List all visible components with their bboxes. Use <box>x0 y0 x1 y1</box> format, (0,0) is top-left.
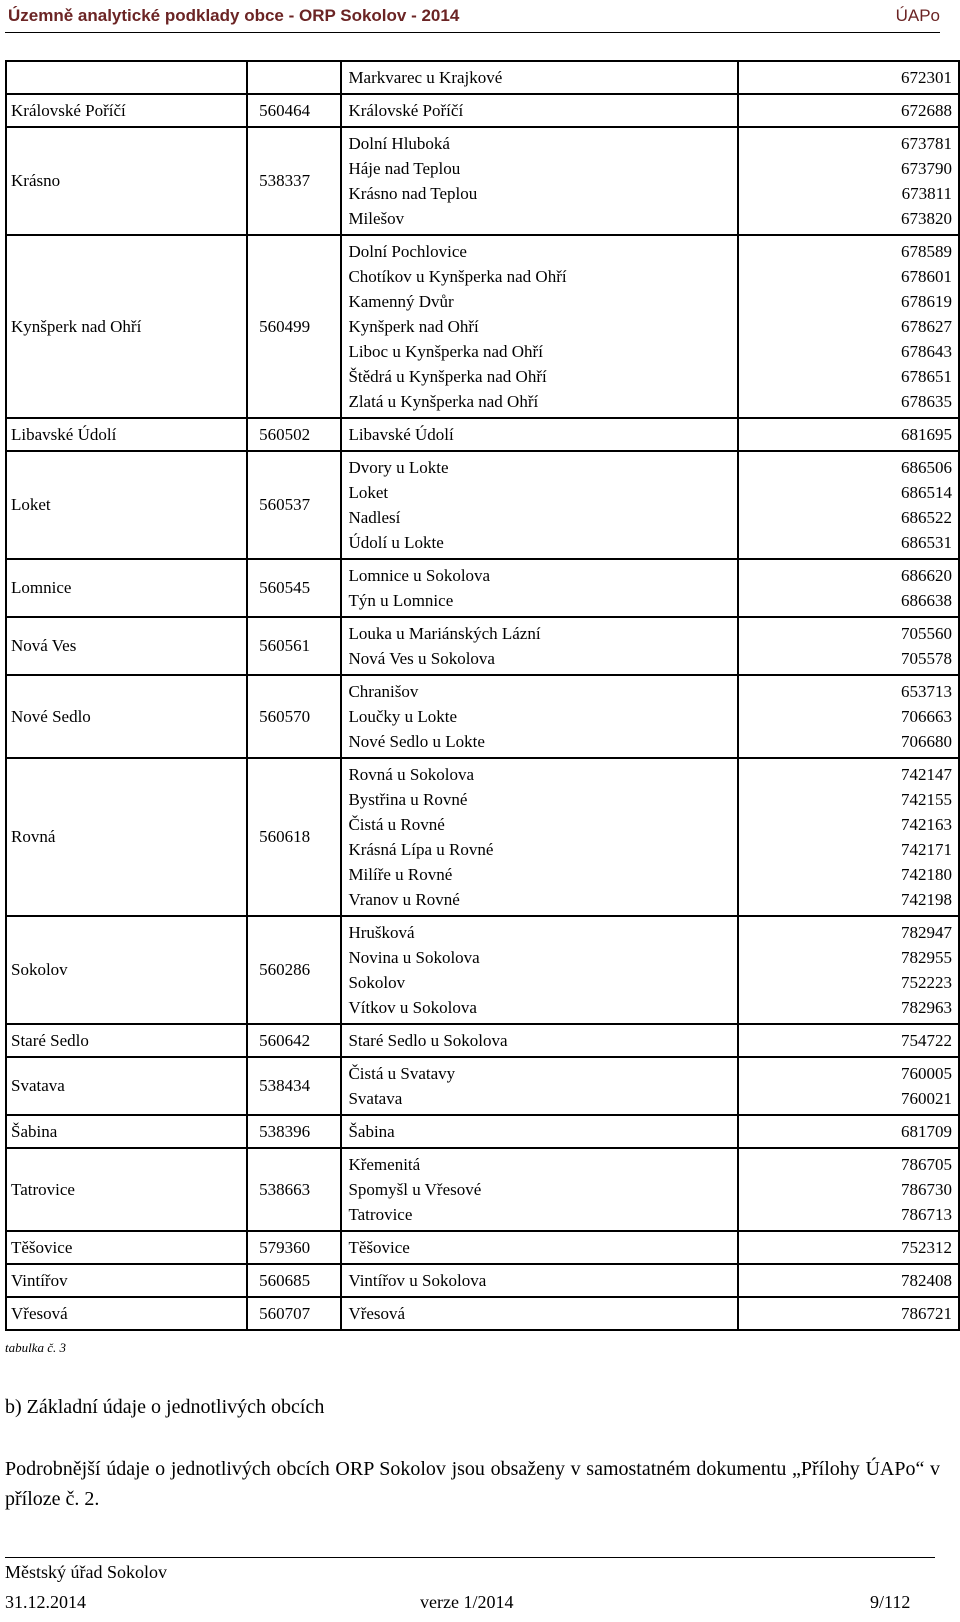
cadastral-area-name: Louka u Mariánských Lázní <box>348 624 541 643</box>
cadastral-area-names <box>341 1264 738 1297</box>
table-row <box>6 1115 959 1148</box>
municipality-code: 560685 <box>247 1264 341 1297</box>
municipality-code: 560561 <box>247 617 341 675</box>
cadastral-area-code: 782408 <box>901 1271 952 1290</box>
cadastral-area-codes <box>738 127 959 235</box>
cadastral-area-code: 752223 <box>901 973 952 992</box>
table-row <box>6 451 959 559</box>
cadastral-area-code: 678635 <box>901 392 952 411</box>
cadastral-area-codes <box>738 1264 959 1297</box>
table-row <box>6 94 959 127</box>
cadastral-area-name: Krásno nad Teplou <box>348 184 478 203</box>
footer-divider <box>5 1557 935 1558</box>
cadastral-area-codes <box>738 1057 959 1115</box>
cadastral-area-code: 786713 <box>901 1205 952 1224</box>
cadastral-area-name: Lomnice u Sokolova <box>348 566 491 585</box>
table-row <box>6 559 959 617</box>
cadastral-area-code: 678643 <box>901 342 952 361</box>
section-title: b) Základní údaje o jednotlivých obcích <box>5 1396 325 1418</box>
table-body <box>6 61 959 1330</box>
cadastral-area-code: 752312 <box>901 1238 952 1257</box>
cadastral-area-name: Nová Ves u Sokolova <box>348 649 495 668</box>
cadastral-area-name: Křemenitá <box>348 1155 421 1174</box>
cadastral-area-name: Těšovice <box>348 1238 410 1257</box>
cadastral-area-name: Hrušková <box>348 923 415 942</box>
cadastral-area-code: 760021 <box>901 1089 952 1108</box>
municipality-code: 560499 <box>247 235 341 418</box>
cadastral-area-names <box>341 61 738 94</box>
cadastral-area-name: Milešov <box>348 209 405 228</box>
cadastral-area-code: 678651 <box>901 367 952 386</box>
municipality-code <box>247 61 341 94</box>
cadastral-area-name: Vranov u Rovné <box>348 890 460 909</box>
municipality-name: Kynšperk nad Ohří <box>6 235 247 418</box>
cadastral-area-codes <box>738 1148 959 1231</box>
cadastral-area-code: 742198 <box>901 890 952 909</box>
cadastral-area-names <box>341 94 738 127</box>
cadastral-area-name: Sokolov <box>348 973 406 992</box>
table-row <box>6 61 959 94</box>
table-row <box>6 1057 959 1115</box>
cadastral-area-name: Novina u Sokolova <box>348 948 480 967</box>
cadastral-area-code: 681695 <box>901 425 952 444</box>
cadastral-area-name: Týn u Lomnice <box>348 591 454 610</box>
cadastral-area-code: 678589 <box>901 242 952 261</box>
cadastral-area-code: 653713 <box>901 682 952 701</box>
municipality-name: Svatava <box>6 1057 247 1115</box>
cadastral-area-code: 782947 <box>901 923 952 942</box>
cadastral-area-code: 678601 <box>901 267 952 286</box>
cadastral-area-codes <box>738 916 959 1024</box>
cadastral-area-name: Bystřina u Rovné <box>348 790 468 809</box>
cadastral-area-name: Spomyšl u Vřesové <box>348 1180 482 1199</box>
cadastral-area-codes <box>738 61 959 94</box>
cadastral-area-name: Dolní Pochlovice <box>348 242 467 261</box>
cadastral-area-code: 786730 <box>901 1180 952 1199</box>
cadastral-area-names <box>341 758 738 916</box>
cadastral-area-name: Liboc u Kynšperka nad Ohří <box>348 342 543 361</box>
table-row <box>6 418 959 451</box>
cadastral-area-name: Tatrovice <box>348 1205 413 1224</box>
section-paragraph: Podrobnější údaje o jednotlivých obcích ORP Sokolov jsou obsaženy v samostatném dokumentu „Přílohy ÚAPo“ v příloze č. 2. <box>5 1458 940 1510</box>
table-row <box>6 1148 959 1231</box>
municipality-name: Sokolov <box>6 916 247 1024</box>
cadastral-area-name: Kamenný Dvůr <box>348 292 454 311</box>
cadastral-area-codes <box>738 94 959 127</box>
cadastral-area-name: Markvarec u Krajkové <box>348 68 503 87</box>
cadastral-area-code: 742147 <box>901 765 952 784</box>
cadastral-area-codes <box>738 1115 959 1148</box>
cadastral-area-name: Čistá u Svatavy <box>348 1064 456 1083</box>
footer-version: verze 1/2014 <box>420 1592 514 1612</box>
cadastral-area-codes <box>738 617 959 675</box>
cadastral-area-code: 678619 <box>901 292 952 311</box>
cadastral-area-code: 782963 <box>901 998 952 1017</box>
cadastral-area-name: Loket <box>348 483 389 502</box>
cadastral-area-names <box>341 418 738 451</box>
table-row <box>6 1231 959 1264</box>
cadastral-area-names <box>341 617 738 675</box>
page-header <box>5 0 940 33</box>
municipality-code: 560618 <box>247 758 341 916</box>
footer-date: 31.12.2014 <box>5 1592 86 1612</box>
cadastral-area-code: 686522 <box>901 508 952 527</box>
cadastral-area-code: 754722 <box>901 1031 952 1050</box>
cadastral-area-code: 673790 <box>901 159 952 178</box>
cadastral-area-names <box>341 127 738 235</box>
cadastral-area-code: 760005 <box>901 1064 952 1083</box>
cadastral-area-name: Krásná Lípa u Rovné <box>348 840 494 859</box>
cadastral-area-name: Vřesová <box>348 1304 406 1323</box>
cadastral-area-name: Nadlesí <box>348 508 401 527</box>
cadastral-area-name: Čistá u Rovné <box>348 815 445 834</box>
cadastral-area-name: Kynšperk nad Ohří <box>348 317 479 336</box>
table-row <box>6 617 959 675</box>
cadastral-area-names <box>341 559 738 617</box>
cadastral-area-code: 678627 <box>901 317 952 336</box>
cadastral-area-code: 782955 <box>901 948 952 967</box>
cadastral-area-code: 686514 <box>901 483 952 502</box>
cadastral-area-code: 742155 <box>901 790 952 809</box>
cadastral-area-name: Štědrá u Kynšperka nad Ohří <box>348 367 547 386</box>
municipality-name: Loket <box>6 451 247 559</box>
cadastral-area-codes <box>738 451 959 559</box>
cadastral-area-code: 673781 <box>901 134 952 153</box>
cadastral-area-name: Staré Sedlo u Sokolova <box>348 1031 508 1050</box>
municipality-name: Rovná <box>6 758 247 916</box>
table-row <box>6 235 959 418</box>
municipality-code: 538434 <box>247 1057 341 1115</box>
cadastral-area-code: 672301 <box>901 68 952 87</box>
cadastral-area-code: 686620 <box>901 566 952 585</box>
cadastral-area-codes <box>738 758 959 916</box>
municipality-name: Šabina <box>6 1115 247 1148</box>
municipality-code: 560464 <box>247 94 341 127</box>
municipality-name: Lomnice <box>6 559 247 617</box>
document-title: Územně analytické podklady obce - ORP Sokolov - 2014 <box>8 6 460 25</box>
cadastral-area-name: Nové Sedlo u Lokte <box>348 732 485 751</box>
municipality-code: 560707 <box>247 1297 341 1330</box>
table-row <box>6 1297 959 1330</box>
municipality-code: 560286 <box>247 916 341 1024</box>
cadastral-area-names <box>341 1024 738 1057</box>
cadastral-area-names <box>341 1297 738 1330</box>
cadastral-area-name: Loučky u Lokte <box>348 707 458 726</box>
cadastral-area-names <box>341 1148 738 1231</box>
municipality-name: Těšovice <box>6 1231 247 1264</box>
table-row <box>6 916 959 1024</box>
cadastral-area-codes <box>738 1024 959 1057</box>
cadastral-area-code: 786705 <box>901 1155 952 1174</box>
cadastral-area-name: Chotíkov u Kynšperka nad Ohří <box>348 267 567 286</box>
cadastral-area-names <box>341 675 738 758</box>
cadastral-area-name: Zlatá u Kynšperka nad Ohří <box>348 392 539 411</box>
cadastral-area-name: Vítkov u Sokolova <box>348 998 477 1017</box>
cadastral-area-name: Královské Poříčí <box>348 101 464 120</box>
municipality-name: Libavské Údolí <box>6 418 247 451</box>
municipality-name <box>6 61 247 94</box>
municipality-name: Vřesová <box>6 1297 247 1330</box>
cadastral-area-name: Chranišov <box>348 682 419 701</box>
cadastral-area-code: 673820 <box>901 209 952 228</box>
footer-office: Městský úřad Sokolov <box>5 1562 167 1582</box>
cadastral-area-code: 681709 <box>901 1122 952 1141</box>
cadastral-area-code: 686531 <box>901 533 952 552</box>
cadastral-area-name: Šabina <box>348 1122 395 1141</box>
table-row <box>6 1024 959 1057</box>
municipality-code: 538663 <box>247 1148 341 1231</box>
cadastral-area-code: 742163 <box>901 815 952 834</box>
cadastral-area-codes <box>738 1231 959 1264</box>
table-caption: tabulka č. 3 <box>5 1340 67 1355</box>
cadastral-area-name: Rovná u Sokolova <box>348 765 475 784</box>
cadastral-area-code: 673811 <box>901 184 952 203</box>
cadastral-area-name: Háje nad Teplou <box>348 159 461 178</box>
cadastral-area-codes <box>738 418 959 451</box>
cadastral-area-name: Libavské Údolí <box>348 425 454 444</box>
cadastral-area-code: 706663 <box>901 707 952 726</box>
cadastral-area-names <box>341 235 738 418</box>
cadastral-area-name: Dolní Hluboká <box>348 134 450 153</box>
municipalities-table <box>5 60 960 1331</box>
cadastral-area-names <box>341 1231 738 1264</box>
municipality-name: Nové Sedlo <box>6 675 247 758</box>
municipality-code: 560537 <box>247 451 341 559</box>
cadastral-area-names <box>341 1057 738 1115</box>
cadastral-area-code: 742180 <box>901 865 952 884</box>
cadastral-area-codes <box>738 235 959 418</box>
municipality-code: 560570 <box>247 675 341 758</box>
cadastral-area-name: Dvory u Lokte <box>348 458 449 477</box>
cadastral-area-codes <box>738 1297 959 1330</box>
cadastral-area-codes <box>738 675 959 758</box>
municipality-code: 560545 <box>247 559 341 617</box>
table-row <box>6 1264 959 1297</box>
cadastral-area-code: 672688 <box>901 101 952 120</box>
municipality-code: 538337 <box>247 127 341 235</box>
cadastral-area-codes <box>738 559 959 617</box>
cadastral-area-name: Vintířov u Sokolova <box>348 1271 487 1290</box>
municipality-name: Vintířov <box>6 1264 247 1297</box>
municipality-name: Královské Poříčí <box>6 94 247 127</box>
cadastral-area-code: 686638 <box>901 591 952 610</box>
cadastral-area-code: 786721 <box>901 1304 952 1323</box>
municipality-name: Staré Sedlo <box>6 1024 247 1057</box>
footer-page-number: 9/112 <box>870 1592 911 1612</box>
cadastral-area-name: Svatava <box>348 1089 403 1108</box>
cadastral-area-name: Údolí u Lokte <box>348 533 444 552</box>
table-row <box>6 675 959 758</box>
municipality-name: Krásno <box>6 127 247 235</box>
cadastral-area-code: 742171 <box>901 840 952 859</box>
document-abbreviation: ÚAPo <box>895 6 940 25</box>
cadastral-area-code: 686506 <box>901 458 952 477</box>
cadastral-area-names <box>341 451 738 559</box>
municipality-code: 560502 <box>247 418 341 451</box>
municipality-name: Nová Ves <box>6 617 247 675</box>
municipality-name: Tatrovice <box>6 1148 247 1231</box>
cadastral-area-code: 705578 <box>901 649 952 668</box>
table-row <box>6 758 959 916</box>
municipality-code: 579360 <box>247 1231 341 1264</box>
cadastral-area-name: Milíře u Rovné <box>348 865 453 884</box>
cadastral-area-code: 706680 <box>901 732 952 751</box>
municipality-code: 560642 <box>247 1024 341 1057</box>
cadastral-area-code: 705560 <box>901 624 952 643</box>
cadastral-area-names <box>341 1115 738 1148</box>
municipality-code: 538396 <box>247 1115 341 1148</box>
cadastral-area-names <box>341 916 738 1024</box>
table-row <box>6 127 959 235</box>
